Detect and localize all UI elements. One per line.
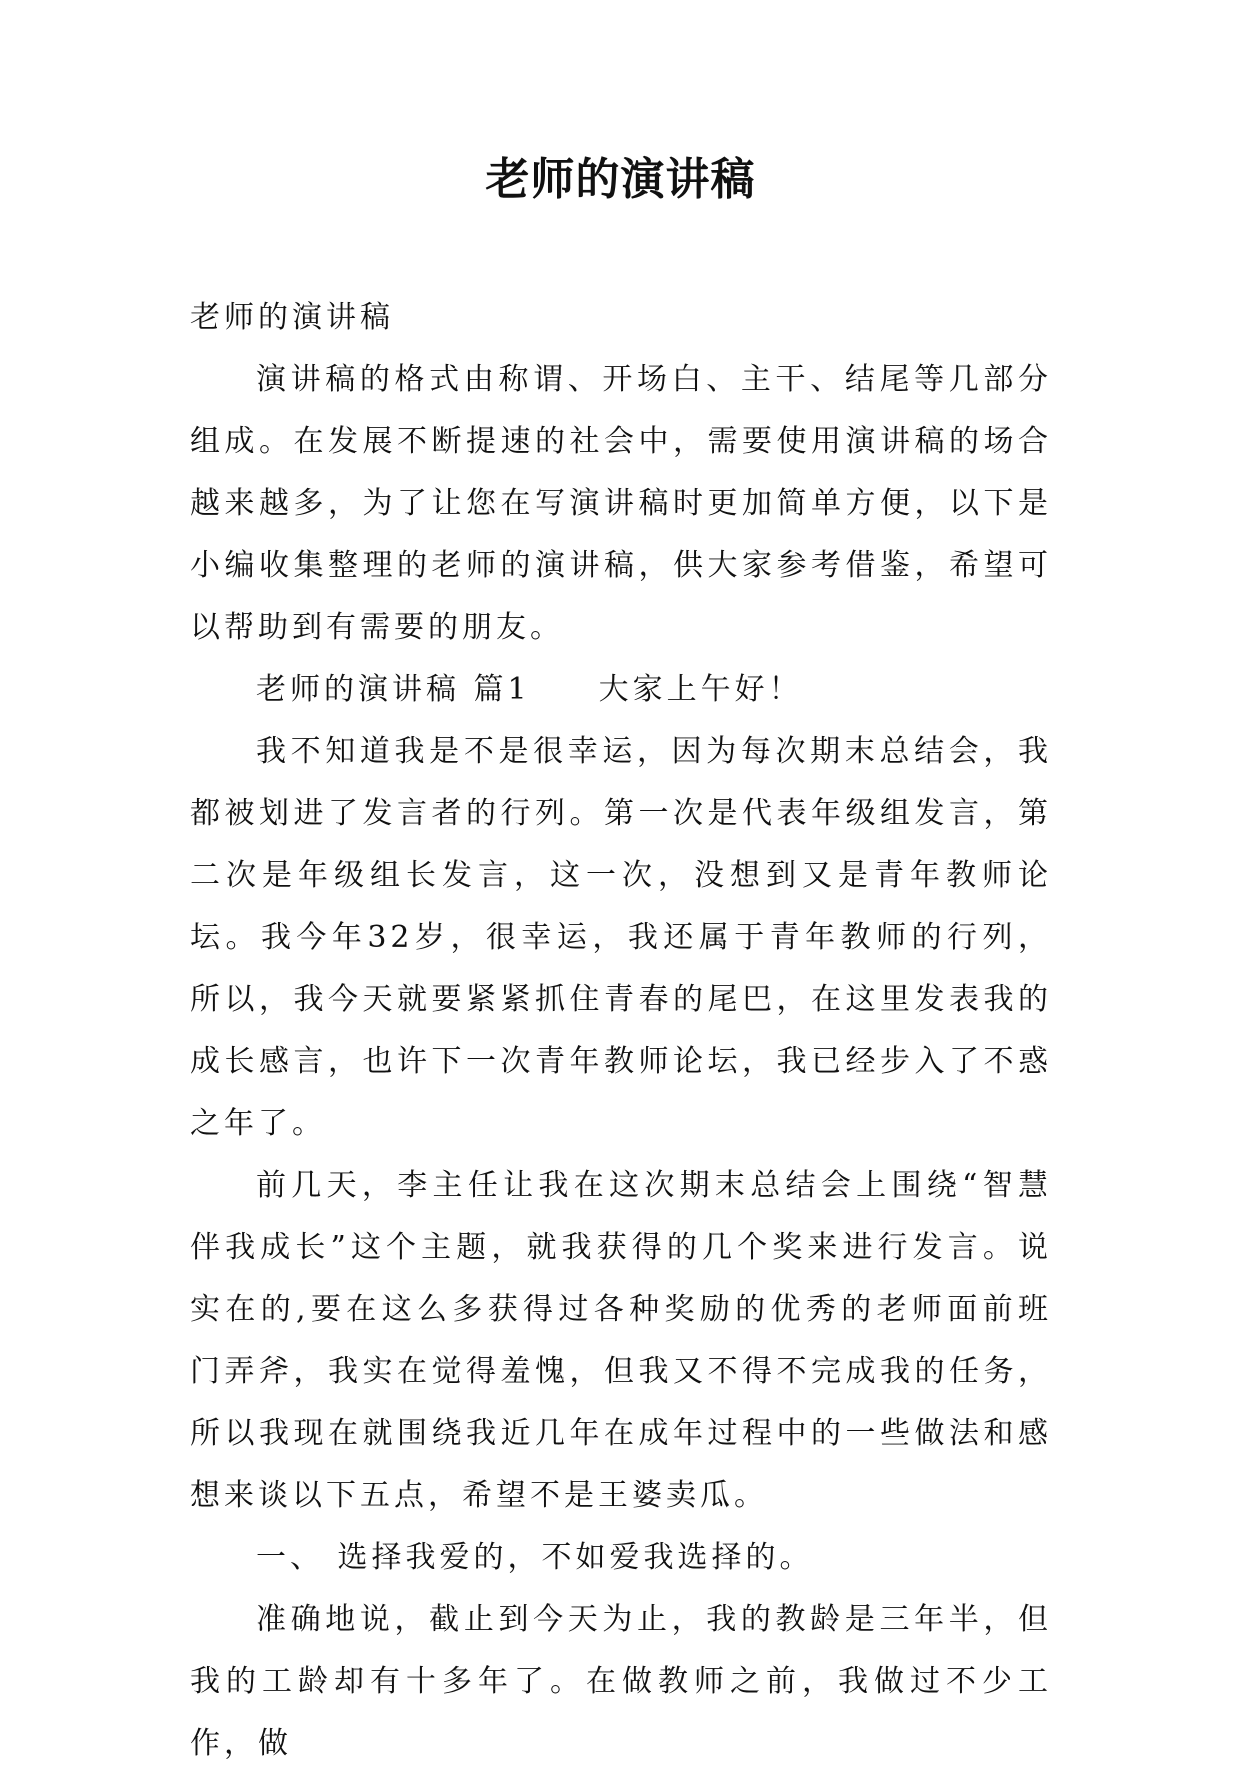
paragraph-body: 前几天，李主任让我在这次期末总结会上围绕“智慧伴我成长”这个主题，就我获得的几个奖来进行发言。说实在的,要在这么多获得过各种奖励的优秀的老师面前班门弄斧，我实在觉得羞愧，但我又不得不完成我的任务，所以我现在就围绕我近几年在成年过程中的一些做法和感想来谈以下五点，希望不是王婆卖瓜。 — [190, 1168, 1052, 1513]
document-body — [190, 287, 1052, 1775]
paragraph-point-heading: 一、 选择我爱的，不如爱我选择的。 — [256, 1540, 814, 1575]
document-title: 老师的演讲稿 — [485, 154, 756, 205]
paragraph-intro: 演讲稿的格式由称谓、开场白、主干、结尾等几部分组成。在发展不断提速的社会中，需要使用演讲稿的场合越来越多，为了让您在写演讲稿时更加简单方便，以下是小编收集整理的老师的演讲稿，供大家参考借鉴，希望可以帮助到有需要的朋友。 — [190, 362, 1052, 645]
paragraph-section-title: 老师的演讲稿 篇1 大家上午好！ — [256, 672, 803, 707]
paragraph-body: 准确地说，截止到今天为止，我的教龄是三年半，但我的工龄却有十多年了。在做教师之前，我做过不少工作，做 — [190, 1602, 1052, 1761]
paragraph-heading: 老师的演讲稿 — [190, 300, 394, 335]
paragraph-body: 我不知道我是不是很幸运，因为每次期末总结会，我都被划进了发言者的行列。第一次是代表年级组发言，第二次是年级组长发言，这一次，没想到又是青年教师论坛。我今年32岁，很幸运，我还属于青年教师的行列，所以，我今天就要紧紧抓住青春的尾巴，在这里发表我的成长感言，也许下一次青年教师论坛，我已经步入了不惑之年了。 — [190, 734, 1052, 1141]
